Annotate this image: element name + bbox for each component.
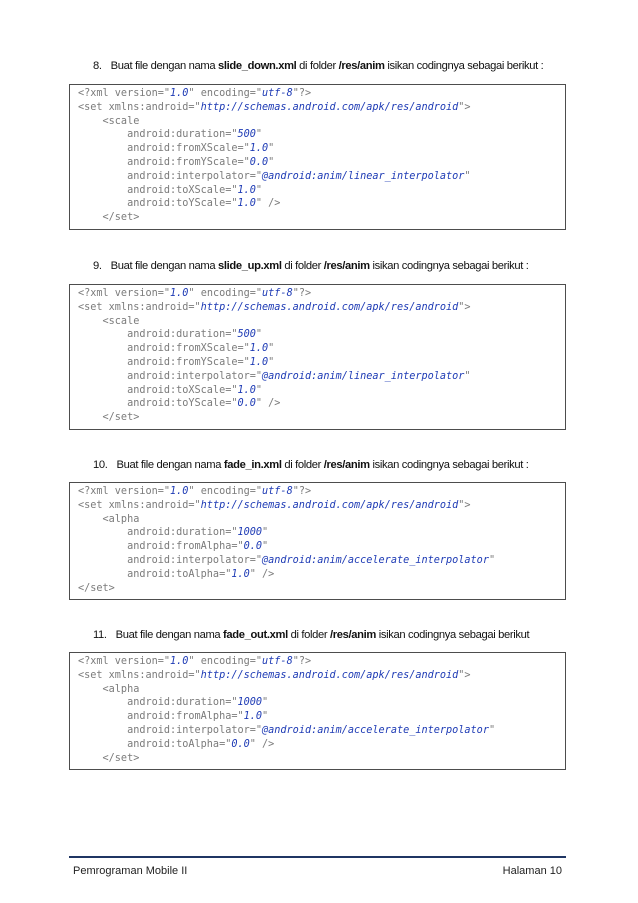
code-value: utf-8 [262, 88, 293, 99]
code-text: <set xmlns:android=" [78, 669, 201, 681]
code-block-slide-up [69, 284, 566, 430]
folder-path: /res/anim [338, 60, 385, 72]
code-text: "> [458, 499, 471, 511]
code-text: android:interpolator=" [78, 370, 263, 382]
code-text: " [488, 554, 496, 566]
code-text: "?> [292, 288, 312, 299]
file-name: slide_up.xml [218, 260, 282, 272]
step-10-instruction [93, 459, 529, 471]
code-line [78, 752, 565, 766]
code-line [78, 142, 565, 156]
code-value: http://schemas.android.com/apk/res/android [200, 101, 459, 113]
instruction-prefix: Buat file dengan nama [116, 459, 224, 471]
code-line [78, 582, 565, 596]
code-value: 1.0 [249, 343, 269, 355]
code-line [78, 683, 565, 697]
code-value: @android:anim/linear_interpolator [262, 370, 465, 382]
code-text: android:fromAlpha=" [78, 541, 244, 553]
code-text: </set> [78, 212, 140, 224]
code-text: android:interpolator=" [78, 170, 263, 182]
code-line [78, 115, 565, 129]
code-text: " encoding=" [188, 288, 263, 299]
instruction-suffix: isikan codingnya sebagai berikut : [369, 459, 529, 471]
code-value: 1.0 [243, 711, 263, 723]
code-value: 500 [237, 329, 256, 341]
instruction-suffix: isikan codingnya sebagai berikut : [384, 60, 544, 72]
code-text: android:duration=" [78, 697, 238, 709]
step-number: 10. [93, 459, 108, 471]
code-value: 1.0 [170, 656, 189, 667]
code-text: <?xml version=" [78, 656, 171, 667]
code-value: 1.0 [249, 143, 269, 155]
step-number: 8. [93, 60, 102, 72]
code-text: android:toYScale=" [78, 398, 238, 410]
footer-page-number: Halaman 10 [502, 865, 562, 877]
code-line [78, 184, 565, 198]
code-line [78, 156, 565, 170]
code-text: " /> [249, 738, 275, 750]
file-name: slide_down.xml [218, 60, 297, 72]
folder-path: /res/anim [323, 459, 370, 471]
instruction-middle: di folder [281, 260, 324, 272]
code-line [78, 342, 565, 356]
code-text: <alpha [78, 513, 140, 525]
code-text: " encoding=" [188, 656, 263, 667]
step-9-instruction [93, 260, 529, 272]
code-line [78, 499, 565, 513]
step-8-instruction [93, 60, 543, 72]
code-line [78, 554, 565, 568]
code-text: </set> [78, 412, 140, 424]
code-text: " [488, 724, 496, 736]
instruction-prefix: Buat file dengan nama [115, 629, 224, 641]
code-text: " [268, 156, 275, 168]
code-text: " /> [255, 198, 281, 210]
code-text: <?xml version=" [78, 88, 171, 99]
code-line [78, 101, 565, 115]
code-value: 1.0 [170, 288, 189, 299]
code-line [78, 128, 565, 142]
code-value: @android:anim/accelerate_interpolator [262, 724, 489, 736]
instruction-suffix: isikan codingnya sebagai berikut [376, 629, 530, 641]
code-line [78, 710, 565, 724]
code-text: " [255, 129, 263, 141]
code-text: "> [458, 301, 471, 313]
code-value: 0.0 [243, 541, 263, 553]
code-line [78, 738, 565, 752]
code-text: " encoding=" [188, 486, 263, 497]
code-text: android:toXScale=" [78, 184, 238, 196]
code-value: 1.0 [170, 88, 189, 99]
code-text: <scale [78, 315, 140, 327]
code-value: utf-8 [262, 656, 293, 667]
code-text: android:fromXScale=" [78, 343, 250, 355]
code-block-fade-out [69, 652, 566, 770]
code-line [78, 397, 565, 411]
code-text: " /> [249, 568, 275, 580]
code-line [78, 655, 565, 669]
code-text: android:fromYScale=" [78, 156, 250, 168]
step-number: 9. [93, 260, 102, 272]
code-value: 1000 [237, 697, 263, 709]
code-line [78, 370, 565, 384]
code-line [78, 724, 565, 738]
code-line [78, 87, 565, 101]
code-text: android:toAlpha=" [78, 738, 232, 750]
code-value: 1.0 [231, 568, 250, 580]
code-text: <?xml version=" [78, 288, 171, 299]
code-text: " [464, 370, 471, 382]
code-line [78, 526, 565, 540]
code-value: 1.0 [237, 384, 256, 396]
code-text: <?xml version=" [78, 486, 171, 497]
code-text: </set> [78, 752, 140, 764]
code-value: 500 [237, 129, 256, 141]
code-text: android:toAlpha=" [78, 568, 232, 580]
page-footer [69, 856, 566, 877]
code-value: @android:anim/linear_interpolator [262, 170, 465, 182]
code-line [78, 513, 565, 527]
code-text: <set xmlns:android=" [78, 101, 201, 113]
code-text: " [262, 541, 269, 553]
step-11-instruction [93, 629, 529, 641]
code-value: 1.0 [170, 486, 189, 497]
code-text: " [262, 527, 269, 539]
code-text: " [262, 697, 269, 709]
code-text: android:interpolator=" [78, 724, 263, 736]
code-text: <set xmlns:android=" [78, 499, 201, 511]
code-text: android:interpolator=" [78, 554, 263, 566]
code-text: android:duration=" [78, 527, 238, 539]
code-value: utf-8 [262, 288, 293, 299]
file-name: fade_out.xml [223, 629, 288, 641]
code-text: " [268, 343, 275, 355]
instruction-prefix: Buat file dengan nama [110, 60, 219, 72]
code-block-slide-down [69, 84, 566, 230]
code-text: android:fromXScale=" [78, 143, 250, 155]
code-text: android:toXScale=" [78, 384, 238, 396]
file-name: fade_in.xml [223, 459, 282, 471]
code-text: "> [458, 669, 471, 681]
code-line [78, 696, 565, 710]
code-line [78, 211, 565, 225]
instruction-suffix: isikan codingnya sebagai berikut : [369, 260, 529, 272]
code-line [78, 485, 565, 499]
code-text: " [262, 711, 269, 723]
code-value: 1.0 [237, 198, 256, 210]
code-value: utf-8 [262, 486, 293, 497]
code-line [78, 315, 565, 329]
code-line [78, 197, 565, 211]
code-text: android:fromAlpha=" [78, 711, 244, 723]
footer-course-title: Pemrograman Mobile II [73, 865, 188, 877]
code-text: " /> [255, 398, 281, 410]
code-value: http://schemas.android.com/apk/res/android [200, 669, 459, 681]
code-value: 0.0 [249, 156, 269, 168]
code-text: "?> [292, 486, 312, 497]
code-line [78, 287, 565, 301]
code-line [78, 568, 565, 582]
code-line [78, 669, 565, 683]
code-line [78, 540, 565, 554]
code-text: " [255, 184, 263, 196]
code-text: android:duration=" [78, 129, 238, 141]
code-value: 1.0 [249, 356, 269, 368]
code-text: " [255, 329, 263, 341]
code-text: android:fromYScale=" [78, 356, 250, 368]
code-text: "?> [292, 88, 312, 99]
code-value: 0.0 [237, 398, 256, 410]
folder-path: /res/anim [323, 260, 370, 272]
code-text: <set xmlns:android=" [78, 301, 201, 313]
code-value: http://schemas.android.com/apk/res/android [200, 301, 459, 313]
code-line [78, 356, 565, 370]
code-text: android:toYScale=" [78, 198, 238, 210]
instruction-prefix: Buat file dengan nama [110, 260, 219, 272]
code-line [78, 170, 565, 184]
code-text: " [268, 143, 275, 155]
code-text: <scale [78, 115, 140, 127]
code-text: </set> [78, 582, 115, 594]
code-text: " [255, 384, 263, 396]
code-text: " [268, 356, 275, 368]
code-value: 0.0 [231, 738, 250, 750]
step-number: 11. [93, 629, 107, 641]
code-value: http://schemas.android.com/apk/res/android [200, 499, 459, 511]
code-line [78, 301, 565, 315]
code-text: "> [458, 101, 471, 113]
code-value: 1000 [237, 527, 263, 539]
code-line [78, 328, 565, 342]
code-value: 1.0 [237, 184, 256, 196]
code-text: " encoding=" [188, 88, 263, 99]
folder-path: /res/anim [330, 629, 377, 641]
code-text: " [464, 170, 471, 182]
instruction-middle: di folder [296, 60, 339, 72]
code-value: @android:anim/accelerate_interpolator [262, 554, 489, 566]
code-line [78, 384, 565, 398]
instruction-middle: di folder [281, 459, 324, 471]
code-text: "?> [292, 656, 312, 667]
code-text: <alpha [78, 683, 140, 695]
code-line [78, 411, 565, 425]
instruction-middle: di folder [287, 629, 331, 641]
code-text: android:duration=" [78, 329, 238, 341]
code-block-fade-in [69, 482, 566, 600]
